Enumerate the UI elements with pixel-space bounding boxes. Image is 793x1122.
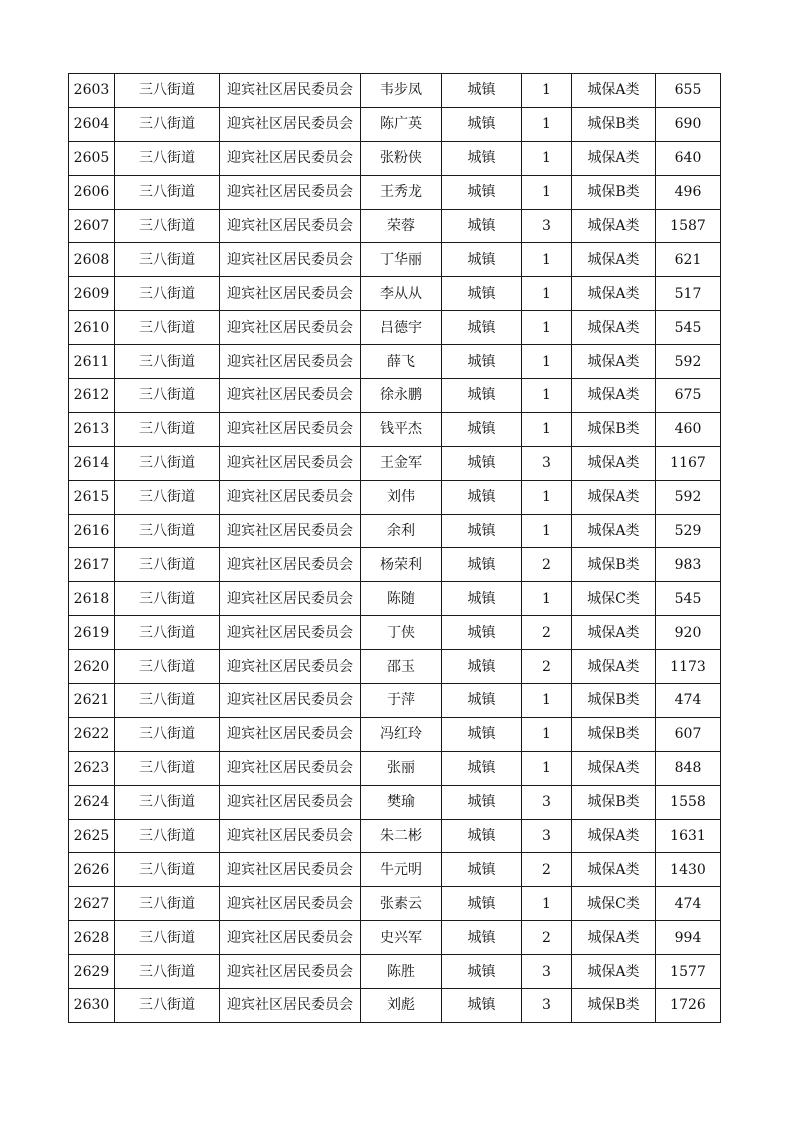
area-type-cell: 城镇 — [442, 446, 522, 480]
committee-cell: 迎宾社区居民委员会 — [220, 412, 361, 446]
amount-cell: 690 — [656, 107, 721, 141]
area-type-cell: 城镇 — [442, 785, 522, 819]
area-type-cell: 城镇 — [442, 853, 522, 887]
committee-cell: 迎宾社区居民委员会 — [220, 616, 361, 650]
street-cell: 三八街道 — [115, 582, 220, 616]
committee-cell: 迎宾社区居民委员会 — [220, 989, 361, 1023]
area-type-cell: 城镇 — [442, 887, 522, 921]
street-cell: 三八街道 — [115, 107, 220, 141]
record-id-cell: 2617 — [69, 548, 115, 582]
amount-cell: 1577 — [656, 955, 721, 989]
amount-cell: 640 — [656, 141, 721, 175]
amount-cell: 529 — [656, 514, 721, 548]
record-id-cell: 2622 — [69, 717, 115, 751]
committee-cell: 迎宾社区居民委员会 — [220, 684, 361, 718]
committee-cell: 迎宾社区居民委员会 — [220, 650, 361, 684]
benefit-category-cell: 城保A类 — [572, 514, 656, 548]
area-type-cell: 城镇 — [442, 379, 522, 413]
benefit-category-cell: 城保A类 — [572, 74, 656, 108]
table-row — [69, 345, 721, 379]
benefit-category-cell: 城保A类 — [572, 751, 656, 785]
amount-cell: 1587 — [656, 209, 721, 243]
table-row — [69, 853, 721, 887]
amount-cell: 983 — [656, 548, 721, 582]
area-type-cell: 城镇 — [442, 514, 522, 548]
table-row — [69, 751, 721, 785]
member-count-cell: 3 — [522, 819, 572, 853]
area-type-cell: 城镇 — [442, 243, 522, 277]
person-name-cell: 丁侠 — [361, 616, 442, 650]
area-type-cell: 城镇 — [442, 141, 522, 175]
member-count-cell: 1 — [522, 141, 572, 175]
area-type-cell: 城镇 — [442, 107, 522, 141]
table-row — [69, 243, 721, 277]
member-count-cell: 1 — [522, 277, 572, 311]
person-name-cell: 吕德宇 — [361, 311, 442, 345]
record-id-cell: 2616 — [69, 514, 115, 548]
record-id-cell: 2614 — [69, 446, 115, 480]
person-name-cell: 韦步凤 — [361, 74, 442, 108]
committee-cell: 迎宾社区居民委员会 — [220, 175, 361, 209]
member-count-cell: 2 — [522, 616, 572, 650]
committee-cell: 迎宾社区居民委员会 — [220, 107, 361, 141]
record-id-cell: 2611 — [69, 345, 115, 379]
committee-cell: 迎宾社区居民委员会 — [220, 887, 361, 921]
street-cell: 三八街道 — [115, 514, 220, 548]
benefit-category-cell: 城保B类 — [572, 548, 656, 582]
benefit-category-cell: 城保A类 — [572, 277, 656, 311]
record-id-cell: 2624 — [69, 785, 115, 819]
member-count-cell: 2 — [522, 853, 572, 887]
benefit-category-cell: 城保A类 — [572, 379, 656, 413]
benefit-category-cell: 城保A类 — [572, 141, 656, 175]
benefit-category-cell: 城保B类 — [572, 717, 656, 751]
committee-cell: 迎宾社区居民委员会 — [220, 141, 361, 175]
person-name-cell: 李从从 — [361, 277, 442, 311]
table-row — [69, 514, 721, 548]
area-type-cell: 城镇 — [442, 684, 522, 718]
roster-table — [68, 73, 721, 1023]
amount-cell: 1631 — [656, 819, 721, 853]
benefit-category-cell: 城保A类 — [572, 480, 656, 514]
member-count-cell: 1 — [522, 243, 572, 277]
area-type-cell: 城镇 — [442, 989, 522, 1023]
amount-cell: 474 — [656, 887, 721, 921]
benefit-category-cell: 城保C类 — [572, 582, 656, 616]
committee-cell: 迎宾社区居民委员会 — [220, 514, 361, 548]
amount-cell: 1726 — [656, 989, 721, 1023]
table-row — [69, 277, 721, 311]
benefit-category-cell: 城保A类 — [572, 853, 656, 887]
street-cell: 三八街道 — [115, 785, 220, 819]
record-id-cell: 2623 — [69, 751, 115, 785]
area-type-cell: 城镇 — [442, 175, 522, 209]
record-id-cell: 2625 — [69, 819, 115, 853]
member-count-cell: 1 — [522, 887, 572, 921]
area-type-cell: 城镇 — [442, 209, 522, 243]
street-cell: 三八街道 — [115, 277, 220, 311]
record-id-cell: 2605 — [69, 141, 115, 175]
amount-cell: 545 — [656, 311, 721, 345]
member-count-cell: 1 — [522, 345, 572, 379]
street-cell: 三八街道 — [115, 751, 220, 785]
member-count-cell: 3 — [522, 989, 572, 1023]
street-cell: 三八街道 — [115, 887, 220, 921]
street-cell: 三八街道 — [115, 141, 220, 175]
amount-cell: 1558 — [656, 785, 721, 819]
benefit-category-cell: 城保B类 — [572, 989, 656, 1023]
street-cell: 三八街道 — [115, 684, 220, 718]
committee-cell: 迎宾社区居民委员会 — [220, 955, 361, 989]
record-id-cell: 2630 — [69, 989, 115, 1023]
member-count-cell: 3 — [522, 785, 572, 819]
person-name-cell: 张素云 — [361, 887, 442, 921]
person-name-cell: 徐永鹏 — [361, 379, 442, 413]
benefit-category-cell: 城保A类 — [572, 345, 656, 379]
record-id-cell: 2610 — [69, 311, 115, 345]
record-id-cell: 2607 — [69, 209, 115, 243]
street-cell: 三八街道 — [115, 311, 220, 345]
record-id-cell: 2629 — [69, 955, 115, 989]
person-name-cell: 史兴军 — [361, 921, 442, 955]
person-name-cell: 张丽 — [361, 751, 442, 785]
committee-cell: 迎宾社区居民委员会 — [220, 74, 361, 108]
amount-cell: 1167 — [656, 446, 721, 480]
member-count-cell: 1 — [522, 175, 572, 209]
member-count-cell: 1 — [522, 107, 572, 141]
amount-cell: 460 — [656, 412, 721, 446]
committee-cell: 迎宾社区居民委员会 — [220, 819, 361, 853]
committee-cell: 迎宾社区居民委员会 — [220, 582, 361, 616]
person-name-cell: 陈胜 — [361, 955, 442, 989]
member-count-cell: 1 — [522, 751, 572, 785]
street-cell: 三八街道 — [115, 243, 220, 277]
committee-cell: 迎宾社区居民委员会 — [220, 379, 361, 413]
amount-cell: 517 — [656, 277, 721, 311]
area-type-cell: 城镇 — [442, 616, 522, 650]
person-name-cell: 余利 — [361, 514, 442, 548]
committee-cell: 迎宾社区居民委员会 — [220, 751, 361, 785]
area-type-cell: 城镇 — [442, 548, 522, 582]
person-name-cell: 邵玉 — [361, 650, 442, 684]
record-id-cell: 2628 — [69, 921, 115, 955]
person-name-cell: 王金军 — [361, 446, 442, 480]
area-type-cell: 城镇 — [442, 717, 522, 751]
area-type-cell: 城镇 — [442, 819, 522, 853]
area-type-cell: 城镇 — [442, 480, 522, 514]
area-type-cell: 城镇 — [442, 311, 522, 345]
committee-cell: 迎宾社区居民委员会 — [220, 209, 361, 243]
person-name-cell: 刘彪 — [361, 989, 442, 1023]
member-count-cell: 2 — [522, 921, 572, 955]
amount-cell: 655 — [656, 74, 721, 108]
table-row — [69, 819, 721, 853]
table-row — [69, 311, 721, 345]
member-count-cell: 2 — [522, 650, 572, 684]
benefit-category-cell: 城保A类 — [572, 243, 656, 277]
area-type-cell: 城镇 — [442, 74, 522, 108]
street-cell: 三八街道 — [115, 548, 220, 582]
person-name-cell: 朱二彬 — [361, 819, 442, 853]
record-id-cell: 2613 — [69, 412, 115, 446]
amount-cell: 675 — [656, 379, 721, 413]
table-row — [69, 887, 721, 921]
amount-cell: 474 — [656, 684, 721, 718]
area-type-cell: 城镇 — [442, 955, 522, 989]
record-id-cell: 2618 — [69, 582, 115, 616]
table-row — [69, 717, 721, 751]
person-name-cell: 陈广英 — [361, 107, 442, 141]
person-name-cell: 牛元明 — [361, 853, 442, 887]
member-count-cell: 2 — [522, 548, 572, 582]
record-id-cell: 2603 — [69, 74, 115, 108]
area-type-cell: 城镇 — [442, 921, 522, 955]
table-row — [69, 141, 721, 175]
benefit-category-cell: 城保B类 — [572, 785, 656, 819]
person-name-cell: 刘伟 — [361, 480, 442, 514]
benefit-category-cell: 城保A类 — [572, 955, 656, 989]
benefit-category-cell: 城保B类 — [572, 684, 656, 718]
benefit-category-cell: 城保B类 — [572, 412, 656, 446]
member-count-cell: 3 — [522, 955, 572, 989]
person-name-cell: 丁华丽 — [361, 243, 442, 277]
benefit-category-cell: 城保A类 — [572, 446, 656, 480]
record-id-cell: 2621 — [69, 684, 115, 718]
committee-cell: 迎宾社区居民委员会 — [220, 921, 361, 955]
benefit-category-cell: 城保A类 — [572, 650, 656, 684]
table-row — [69, 650, 721, 684]
table-row — [69, 989, 721, 1023]
area-type-cell: 城镇 — [442, 345, 522, 379]
committee-cell: 迎宾社区居民委员会 — [220, 446, 361, 480]
committee-cell: 迎宾社区居民委员会 — [220, 717, 361, 751]
benefit-category-cell: 城保A类 — [572, 616, 656, 650]
record-id-cell: 2627 — [69, 887, 115, 921]
benefit-category-cell: 城保B类 — [572, 107, 656, 141]
table-row — [69, 107, 721, 141]
committee-cell: 迎宾社区居民委员会 — [220, 548, 361, 582]
record-id-cell: 2620 — [69, 650, 115, 684]
street-cell: 三八街道 — [115, 412, 220, 446]
table-row — [69, 616, 721, 650]
record-id-cell: 2612 — [69, 379, 115, 413]
member-count-cell: 1 — [522, 311, 572, 345]
amount-cell: 621 — [656, 243, 721, 277]
street-cell: 三八街道 — [115, 74, 220, 108]
member-count-cell: 1 — [522, 480, 572, 514]
amount-cell: 994 — [656, 921, 721, 955]
committee-cell: 迎宾社区居民委员会 — [220, 311, 361, 345]
table-row — [69, 74, 721, 108]
benefit-category-cell: 城保A类 — [572, 311, 656, 345]
person-name-cell: 杨荣利 — [361, 548, 442, 582]
person-name-cell: 冯红玲 — [361, 717, 442, 751]
roster-body — [69, 74, 721, 1023]
member-count-cell: 1 — [522, 684, 572, 718]
table-row — [69, 785, 721, 819]
amount-cell: 1430 — [656, 853, 721, 887]
benefit-category-cell: 城保A类 — [572, 921, 656, 955]
amount-cell: 592 — [656, 345, 721, 379]
member-count-cell: 3 — [522, 209, 572, 243]
record-id-cell: 2608 — [69, 243, 115, 277]
table-row — [69, 480, 721, 514]
street-cell: 三八街道 — [115, 921, 220, 955]
table-row — [69, 209, 721, 243]
amount-cell: 607 — [656, 717, 721, 751]
committee-cell: 迎宾社区居民委员会 — [220, 785, 361, 819]
member-count-cell: 1 — [522, 717, 572, 751]
record-id-cell: 2604 — [69, 107, 115, 141]
record-id-cell: 2609 — [69, 277, 115, 311]
street-cell: 三八街道 — [115, 209, 220, 243]
member-count-cell: 1 — [522, 74, 572, 108]
member-count-cell: 3 — [522, 446, 572, 480]
table-row — [69, 446, 721, 480]
amount-cell: 1173 — [656, 650, 721, 684]
person-name-cell: 薛飞 — [361, 345, 442, 379]
table-row — [69, 412, 721, 446]
record-id-cell: 2606 — [69, 175, 115, 209]
member-count-cell: 1 — [522, 514, 572, 548]
amount-cell: 592 — [656, 480, 721, 514]
area-type-cell: 城镇 — [442, 412, 522, 446]
amount-cell: 848 — [656, 751, 721, 785]
street-cell: 三八街道 — [115, 955, 220, 989]
street-cell: 三八街道 — [115, 650, 220, 684]
committee-cell: 迎宾社区居民委员会 — [220, 277, 361, 311]
committee-cell: 迎宾社区居民委员会 — [220, 345, 361, 379]
street-cell: 三八街道 — [115, 819, 220, 853]
area-type-cell: 城镇 — [442, 582, 522, 616]
table-row — [69, 955, 721, 989]
person-name-cell: 王秀龙 — [361, 175, 442, 209]
amount-cell: 545 — [656, 582, 721, 616]
member-count-cell: 1 — [522, 582, 572, 616]
amount-cell: 496 — [656, 175, 721, 209]
area-type-cell: 城镇 — [442, 277, 522, 311]
member-count-cell: 1 — [522, 412, 572, 446]
area-type-cell: 城镇 — [442, 650, 522, 684]
street-cell: 三八街道 — [115, 989, 220, 1023]
street-cell: 三八街道 — [115, 480, 220, 514]
table-row — [69, 379, 721, 413]
member-count-cell: 1 — [522, 379, 572, 413]
street-cell: 三八街道 — [115, 379, 220, 413]
person-name-cell: 于萍 — [361, 684, 442, 718]
committee-cell: 迎宾社区居民委员会 — [220, 853, 361, 887]
person-name-cell: 樊瑜 — [361, 785, 442, 819]
record-id-cell: 2626 — [69, 853, 115, 887]
street-cell: 三八街道 — [115, 345, 220, 379]
benefit-category-cell: 城保C类 — [572, 887, 656, 921]
record-id-cell: 2615 — [69, 480, 115, 514]
table-row — [69, 582, 721, 616]
street-cell: 三八街道 — [115, 616, 220, 650]
amount-cell: 920 — [656, 616, 721, 650]
table-row — [69, 684, 721, 718]
benefit-category-cell: 城保A类 — [572, 209, 656, 243]
area-type-cell: 城镇 — [442, 751, 522, 785]
person-name-cell: 陈随 — [361, 582, 442, 616]
benefit-category-cell: 城保A类 — [572, 819, 656, 853]
person-name-cell: 荣蓉 — [361, 209, 442, 243]
street-cell: 三八街道 — [115, 853, 220, 887]
record-id-cell: 2619 — [69, 616, 115, 650]
street-cell: 三八街道 — [115, 717, 220, 751]
person-name-cell: 钱平杰 — [361, 412, 442, 446]
table-row — [69, 175, 721, 209]
committee-cell: 迎宾社区居民委员会 — [220, 480, 361, 514]
table-row — [69, 548, 721, 582]
benefit-category-cell: 城保B类 — [572, 175, 656, 209]
person-name-cell: 张粉侠 — [361, 141, 442, 175]
street-cell: 三八街道 — [115, 446, 220, 480]
table-row — [69, 921, 721, 955]
committee-cell: 迎宾社区居民委员会 — [220, 243, 361, 277]
street-cell: 三八街道 — [115, 175, 220, 209]
